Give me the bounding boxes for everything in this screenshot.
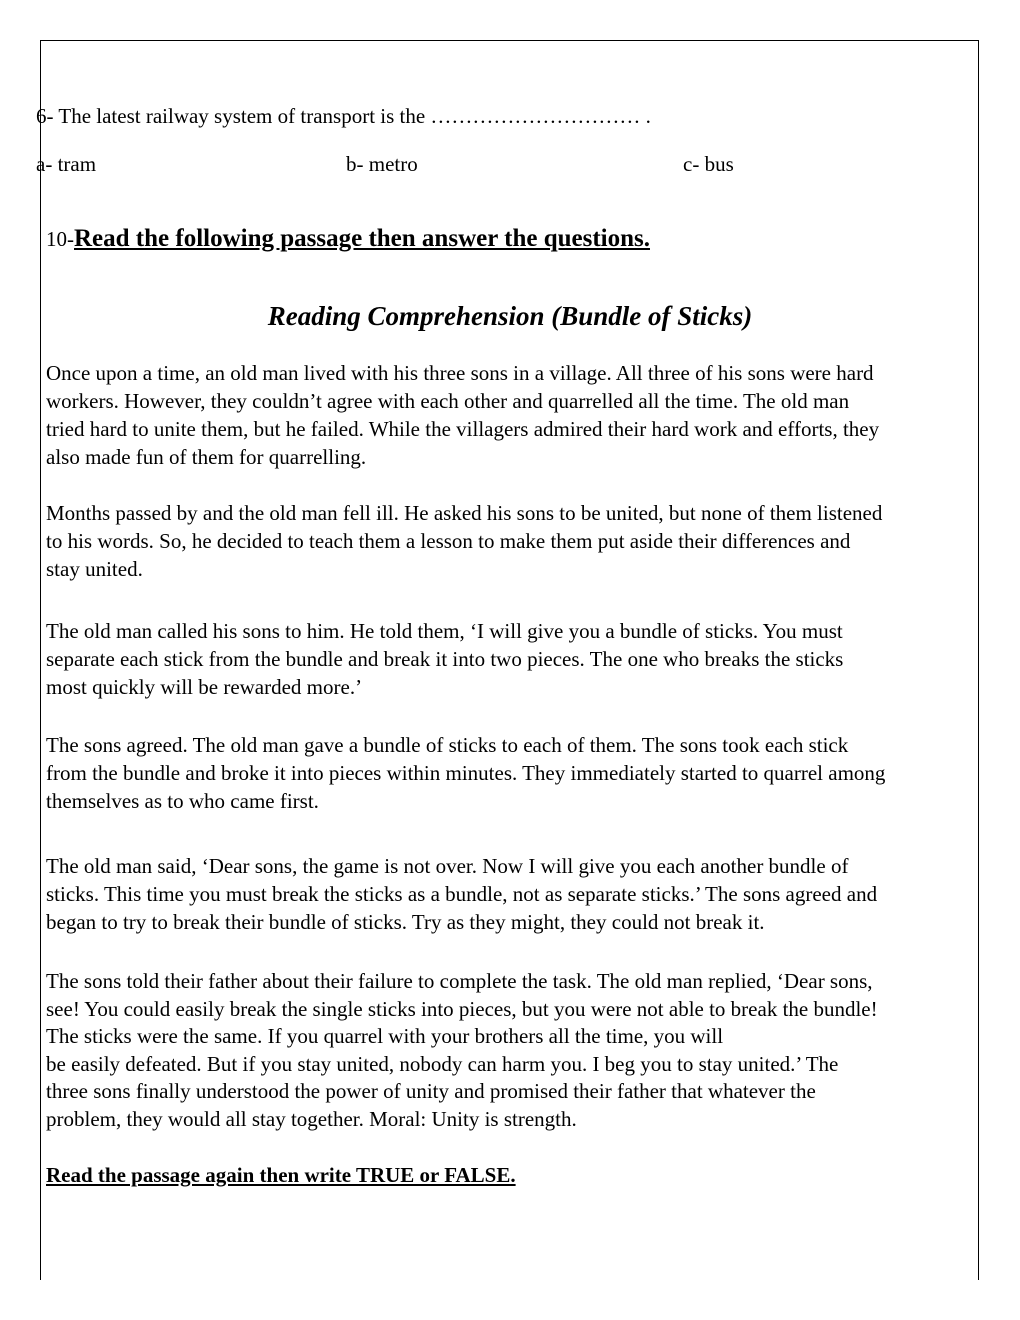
section-heading — [46, 224, 650, 254]
paragraph-line: workers. However, they couldn’t agree with each other and quarrelled all the time. The old man — [46, 389, 850, 413]
paragraph-6 — [46, 968, 986, 1133]
paragraph-line: Months passed by and the old man fell ill. He asked his sons to be united, but none of them listened — [46, 501, 883, 525]
passage-title: Reading Comprehension (Bundle of Sticks) — [267, 301, 753, 331]
question-6-text: 6- The latest railway system of transport is the ………………………… . — [36, 104, 651, 128]
paragraph-line: stay united. — [46, 557, 143, 581]
paragraph-line: The sticks were the same. If you quarrel with your brothers all the time, you will — [46, 1024, 724, 1048]
paragraph-4 — [46, 731, 986, 815]
section-number: 10- — [46, 227, 74, 251]
option-c: c- bus — [683, 152, 734, 176]
paragraph-1 — [46, 359, 986, 471]
paragraph-line: sticks. This time you must break the sticks as a bundle, not as separate sticks.’ The sons agreed and — [46, 882, 878, 906]
option-b: b- metro — [346, 152, 418, 176]
paragraph-5 — [46, 852, 986, 936]
paragraph-line: The sons agreed. The old man gave a bundle of sticks to each of them. The sons took each stick — [46, 733, 849, 757]
paragraph-line: tried hard to unite them, but he failed. While the villagers admired their hard work and efforts, they — [46, 417, 880, 441]
paragraph-line: see! You could easily break the single sticks into pieces, but you were not able to break the bundle! — [46, 996, 878, 1021]
paragraph-line: The old man called his sons to him. He told them, ‘I will give you a bundle of sticks. You must — [46, 619, 843, 643]
paragraph-line: three sons finally understood the power of unity and promised their father that whatever the — [46, 1079, 816, 1103]
true-false-instruction: Read the passage again then write TRUE or FALSE. — [46, 1163, 516, 1187]
paragraph-line: most quickly will be rewarded more.’ — [46, 675, 363, 699]
paragraph-2 — [46, 499, 986, 583]
paragraph-line: The sons told their father about their failure to complete the task. The old man replied, ‘Dear sons, — [46, 969, 873, 993]
paragraph-line: problem, they would all stay together. Moral: Unity is strength. — [46, 1106, 577, 1131]
paragraph-line: themselves as to who came first. — [46, 789, 319, 813]
section-title: Read the following passage then answer the questions. — [74, 225, 650, 252]
paragraph-line: began to try to break their bundle of sticks. Try as they might, they could not break it. — [46, 910, 765, 934]
option-a: a- tram — [36, 152, 97, 176]
paragraph-line: also made fun of them for quarrelling. — [46, 445, 367, 469]
paragraph-line: The old man said, ‘Dear sons, the game is not over. Now I will give you each another bundle of — [46, 854, 849, 878]
paragraph-line: Once upon a time, an old man lived with his three sons in a village. All three of his sons were hard — [46, 361, 874, 385]
paragraph-line: from the bundle and broke it into pieces within minutes. They immediately started to quarrel among — [46, 761, 886, 785]
paragraph-line: be easily defeated. But if you stay united, nobody can harm you. I beg you to stay united.’ The — [46, 1051, 839, 1076]
paragraph-3 — [46, 617, 986, 701]
paragraph-line: to his words. So, he decided to teach them a lesson to make them put aside their differences and — [46, 529, 851, 553]
paragraph-line: separate each stick from the bundle and break it into two pieces. The one who breaks the sticks — [46, 647, 844, 671]
